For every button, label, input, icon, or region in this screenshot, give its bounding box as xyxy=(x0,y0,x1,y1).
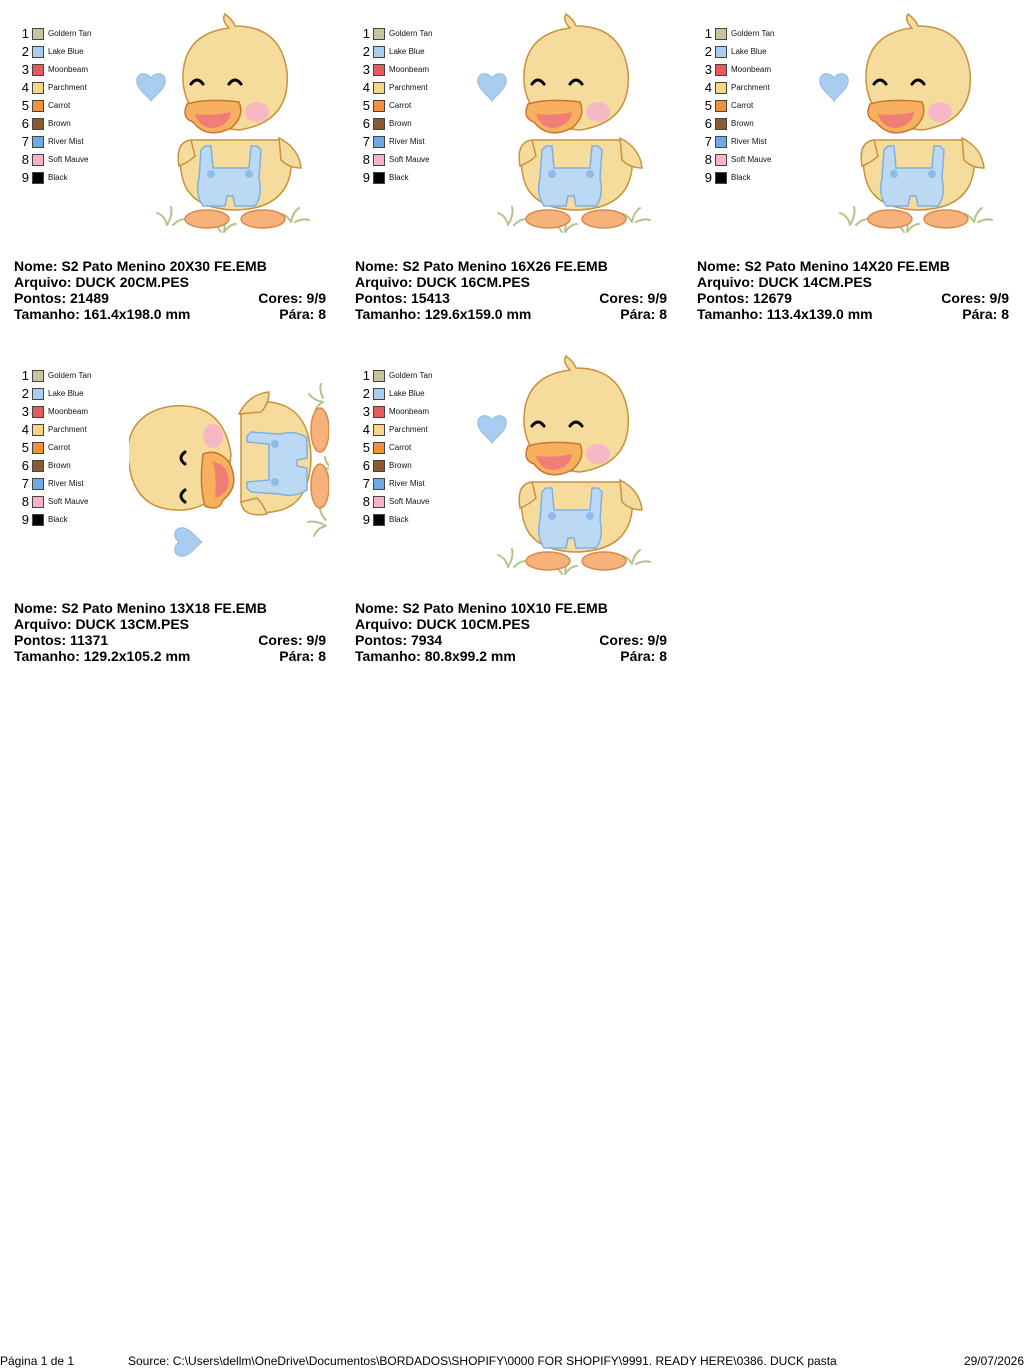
design-stitches: Pontos: 7934 xyxy=(355,632,443,648)
duck-embroidery-preview xyxy=(470,0,670,245)
design-colors: Cores: 9/9 xyxy=(599,290,667,306)
thread-name: Parchment xyxy=(731,83,770,92)
thread-color-row xyxy=(19,152,129,170)
thread-number: 2 xyxy=(21,44,29,59)
design-stitches: Pontos: 12679 xyxy=(697,290,792,306)
design-stitches: Pontos: 11371 xyxy=(14,632,109,648)
design-name: Nome: S2 Pato Menino 14X20 FE.EMB xyxy=(697,258,950,274)
thread-swatch xyxy=(373,496,385,508)
thread-color-row xyxy=(360,134,470,152)
thread-name: Black xyxy=(389,173,409,182)
thread-color-row xyxy=(19,80,129,98)
heart-icon xyxy=(175,528,202,557)
overall-button xyxy=(890,170,898,178)
thread-color-row xyxy=(360,404,470,422)
cheek xyxy=(928,102,952,122)
thread-palette xyxy=(19,26,129,188)
thread-name: Goldern Tan xyxy=(389,371,433,380)
thread-number: 3 xyxy=(21,404,29,419)
design-colors: Cores: 9/9 xyxy=(941,290,1009,306)
thread-swatch xyxy=(373,478,385,490)
thread-palette xyxy=(19,368,129,530)
thread-number: 8 xyxy=(21,152,29,167)
thread-color-row xyxy=(19,116,129,134)
thread-swatch xyxy=(373,424,385,436)
design-info xyxy=(14,600,326,664)
thread-swatch xyxy=(32,100,44,112)
design-card-2 xyxy=(355,0,675,320)
design-file: Arquivo: DUCK 14CM.PES xyxy=(697,274,873,290)
thread-number: 1 xyxy=(21,368,29,383)
thread-number: 1 xyxy=(21,26,29,41)
design-file: Arquivo: DUCK 10CM.PES xyxy=(355,616,531,632)
thread-name: Lake Blue xyxy=(48,47,84,56)
design-card-4 xyxy=(14,342,334,662)
thread-number: 5 xyxy=(21,440,29,455)
thread-color-row xyxy=(360,476,470,494)
thread-number: 5 xyxy=(704,98,712,113)
left-foot xyxy=(868,210,912,228)
thread-name: River Mist xyxy=(389,479,425,488)
thread-color-row xyxy=(19,62,129,80)
thread-color-row xyxy=(702,62,812,80)
thread-number: 8 xyxy=(362,494,370,509)
thread-number: 7 xyxy=(21,134,29,149)
thread-number: 4 xyxy=(21,422,29,437)
overall-button xyxy=(271,440,279,448)
left-foot xyxy=(185,210,229,228)
thread-number: 9 xyxy=(704,170,712,185)
design-size: Tamanho: 161.4x198.0 mm xyxy=(14,306,191,322)
overall-button xyxy=(207,170,215,178)
design-stops: Pára: 8 xyxy=(962,306,1009,322)
right-foot xyxy=(241,210,285,228)
thread-number: 3 xyxy=(362,404,370,419)
thread-name: Carrot xyxy=(48,443,71,452)
thread-name: Moonbeam xyxy=(389,65,430,74)
design-name: Nome: S2 Pato Menino 20X30 FE.EMB xyxy=(14,258,267,274)
thread-color-row xyxy=(360,116,470,134)
thread-swatch xyxy=(32,46,44,58)
thread-color-row xyxy=(360,170,470,188)
thread-name: Goldern Tan xyxy=(389,29,433,38)
thread-name: Goldern Tan xyxy=(48,371,92,380)
thread-swatch xyxy=(32,442,44,454)
right-foot xyxy=(311,408,329,452)
thread-number: 9 xyxy=(21,512,29,527)
thread-name: Parchment xyxy=(389,83,428,92)
thread-number: 1 xyxy=(362,26,370,41)
thread-color-row xyxy=(360,440,470,458)
thread-number: 2 xyxy=(362,386,370,401)
thread-color-row xyxy=(360,458,470,476)
thread-number: 3 xyxy=(704,62,712,77)
thread-swatch xyxy=(32,64,44,76)
design-size: Tamanho: 113.4x139.0 mm xyxy=(697,306,873,322)
thread-swatch xyxy=(715,64,727,76)
design-colors: Cores: 9/9 xyxy=(599,632,667,648)
overall-button xyxy=(245,170,253,178)
thread-number: 6 xyxy=(362,116,370,131)
design-colors: Cores: 9/9 xyxy=(258,290,326,306)
design-card-3 xyxy=(697,0,1017,320)
thread-name: Moonbeam xyxy=(48,407,89,416)
thread-swatch xyxy=(32,424,44,436)
overall-button xyxy=(586,170,594,178)
left-foot xyxy=(311,464,329,508)
thread-color-row xyxy=(19,440,129,458)
thread-swatch xyxy=(373,460,385,472)
thread-swatch xyxy=(715,46,727,58)
right-foot xyxy=(582,552,626,570)
cheek xyxy=(586,444,610,464)
design-size: Tamanho: 129.6x159.0 mm xyxy=(355,306,532,322)
thread-name: Carrot xyxy=(389,101,412,110)
thread-number: 2 xyxy=(704,44,712,59)
thread-number: 9 xyxy=(362,512,370,527)
thread-name: Soft Mauve xyxy=(731,155,772,164)
thread-color-row xyxy=(360,26,470,44)
thread-number: 5 xyxy=(362,98,370,113)
design-name: Nome: S2 Pato Menino 13X18 FE.EMB xyxy=(14,600,267,616)
thread-number: 7 xyxy=(21,476,29,491)
thread-number: 2 xyxy=(21,386,29,401)
thread-name: Goldern Tan xyxy=(48,29,92,38)
right-foot xyxy=(924,210,968,228)
thread-palette xyxy=(360,26,470,188)
thread-name: Lake Blue xyxy=(389,47,425,56)
thread-number: 7 xyxy=(704,134,712,149)
thread-number: 6 xyxy=(21,116,29,131)
thread-number: 4 xyxy=(704,80,712,95)
thread-color-row xyxy=(360,152,470,170)
source-path: Source: C:\Users\dellm\OneDrive\Documentos\BORDADOS\SHOPIFY\0000 FOR SHOPIFY\9991. READY HERE\0386. DUCK pasta xyxy=(128,1354,837,1368)
duck-embroidery-preview xyxy=(470,342,670,587)
thread-color-row xyxy=(19,386,129,404)
thread-swatch xyxy=(373,100,385,112)
thread-number: 9 xyxy=(21,170,29,185)
thread-number: 7 xyxy=(362,134,370,149)
thread-name: River Mist xyxy=(48,479,84,488)
thread-color-row xyxy=(360,494,470,512)
thread-number: 8 xyxy=(704,152,712,167)
thread-color-row xyxy=(19,134,129,152)
thread-name: Soft Mauve xyxy=(389,155,430,164)
thread-swatch xyxy=(373,388,385,400)
thread-color-row xyxy=(360,44,470,62)
thread-swatch xyxy=(32,460,44,472)
design-name: Nome: S2 Pato Menino 10X10 FE.EMB xyxy=(355,600,608,616)
heart-icon xyxy=(478,416,507,443)
thread-number: 5 xyxy=(21,98,29,113)
thread-name: Soft Mauve xyxy=(48,155,89,164)
thread-name: River Mist xyxy=(389,137,425,146)
design-colors: Cores: 9/9 xyxy=(258,632,326,648)
thread-name: Soft Mauve xyxy=(389,497,430,506)
thread-color-row xyxy=(19,512,129,530)
thread-swatch xyxy=(373,370,385,382)
thread-swatch xyxy=(32,514,44,526)
thread-name: River Mist xyxy=(48,137,84,146)
design-stitches: Pontos: 21489 xyxy=(14,290,109,306)
thread-number: 8 xyxy=(362,152,370,167)
overall-button xyxy=(271,478,279,486)
thread-swatch xyxy=(32,388,44,400)
overall-button xyxy=(548,170,556,178)
thread-name: Moonbeam xyxy=(48,65,89,74)
design-card-5 xyxy=(355,342,675,662)
thread-number: 2 xyxy=(362,44,370,59)
thread-color-row xyxy=(19,44,129,62)
thread-color-row xyxy=(19,404,129,422)
thread-swatch xyxy=(715,82,727,94)
thread-color-row xyxy=(702,152,812,170)
thread-swatch xyxy=(32,478,44,490)
heart-icon xyxy=(478,74,507,101)
thread-name: Brown xyxy=(48,119,71,128)
design-card-1 xyxy=(14,0,334,320)
thread-color-row xyxy=(19,422,129,440)
thread-swatch xyxy=(373,514,385,526)
thread-swatch xyxy=(373,118,385,130)
thread-color-row xyxy=(360,80,470,98)
cheek xyxy=(245,102,269,122)
thread-swatch xyxy=(715,154,727,166)
thread-name: Carrot xyxy=(389,443,412,452)
design-info xyxy=(355,600,667,664)
thread-number: 4 xyxy=(21,80,29,95)
thread-swatch xyxy=(373,82,385,94)
thread-name: Black xyxy=(48,173,68,182)
thread-color-row xyxy=(19,26,129,44)
left-foot xyxy=(526,552,570,570)
thread-name: Brown xyxy=(389,461,412,470)
thread-number: 9 xyxy=(362,170,370,185)
thread-name: Carrot xyxy=(731,101,754,110)
thread-number: 1 xyxy=(704,26,712,41)
thread-number: 6 xyxy=(362,458,370,473)
print-date: 29/07/2026 xyxy=(963,1354,1024,1368)
page-footer xyxy=(0,1353,1024,1369)
design-size: Tamanho: 129.2x105.2 mm xyxy=(14,648,191,664)
thread-swatch xyxy=(373,172,385,184)
thread-color-row xyxy=(360,62,470,80)
overall-button xyxy=(548,512,556,520)
thread-swatch xyxy=(373,64,385,76)
thread-name: Brown xyxy=(731,119,754,128)
thread-color-row xyxy=(360,512,470,530)
thread-swatch xyxy=(373,136,385,148)
thread-color-row xyxy=(19,98,129,116)
thread-swatch xyxy=(715,118,727,130)
thread-swatch xyxy=(32,172,44,184)
thread-swatch xyxy=(715,172,727,184)
heart-icon xyxy=(137,74,166,101)
design-info xyxy=(355,258,667,322)
thread-swatch xyxy=(32,136,44,148)
design-stitches: Pontos: 15413 xyxy=(355,290,450,306)
thread-color-row xyxy=(19,170,129,188)
thread-color-row xyxy=(360,98,470,116)
design-file: Arquivo: DUCK 16CM.PES xyxy=(355,274,531,290)
thread-number: 4 xyxy=(362,80,370,95)
thread-number: 4 xyxy=(362,422,370,437)
thread-swatch xyxy=(32,28,44,40)
thread-color-row xyxy=(19,476,129,494)
thread-name: Parchment xyxy=(48,83,87,92)
thread-name: Brown xyxy=(389,119,412,128)
left-foot xyxy=(526,210,570,228)
thread-swatch xyxy=(32,370,44,382)
thread-swatch xyxy=(373,406,385,418)
thread-color-row xyxy=(19,458,129,476)
thread-name: Black xyxy=(389,515,409,524)
thread-color-row xyxy=(19,494,129,512)
design-info xyxy=(697,258,1009,322)
cheek xyxy=(586,102,610,122)
thread-color-row xyxy=(702,44,812,62)
thread-name: Parchment xyxy=(48,425,87,434)
thread-color-row xyxy=(360,386,470,404)
thread-number: 5 xyxy=(362,440,370,455)
thread-number: 6 xyxy=(21,458,29,473)
duck-embroidery-preview xyxy=(812,0,1012,245)
design-stops: Pára: 8 xyxy=(620,648,667,664)
thread-palette xyxy=(702,26,812,188)
duck-embroidery-preview xyxy=(129,342,329,587)
page-number: Página 1 de 1 xyxy=(0,1354,75,1368)
thread-name: Lake Blue xyxy=(731,47,767,56)
thread-color-row xyxy=(360,368,470,386)
thread-name: River Mist xyxy=(731,137,767,146)
design-size: Tamanho: 80.8x99.2 mm xyxy=(355,648,516,664)
cheek xyxy=(203,424,223,448)
duck-embroidery-preview xyxy=(129,0,329,245)
thread-name: Goldern Tan xyxy=(731,29,775,38)
heart-icon xyxy=(820,74,849,101)
thread-number: 8 xyxy=(21,494,29,509)
design-file: Arquivo: DUCK 13CM.PES xyxy=(14,616,190,632)
design-stops: Pára: 8 xyxy=(620,306,667,322)
thread-color-row xyxy=(19,368,129,386)
thread-name: Parchment xyxy=(389,425,428,434)
right-foot xyxy=(582,210,626,228)
thread-swatch xyxy=(715,28,727,40)
thread-color-row xyxy=(702,80,812,98)
thread-swatch xyxy=(715,100,727,112)
thread-swatch xyxy=(373,154,385,166)
thread-swatch xyxy=(373,442,385,454)
overall-button xyxy=(928,170,936,178)
thread-number: 7 xyxy=(362,476,370,491)
thread-palette xyxy=(360,368,470,530)
thread-name: Black xyxy=(731,173,751,182)
thread-name: Brown xyxy=(48,461,71,470)
thread-number: 3 xyxy=(362,62,370,77)
thread-color-row xyxy=(360,422,470,440)
thread-name: Lake Blue xyxy=(389,389,425,398)
thread-swatch xyxy=(32,496,44,508)
thread-swatch xyxy=(715,136,727,148)
design-stops: Pára: 8 xyxy=(279,306,326,322)
thread-name: Lake Blue xyxy=(48,389,84,398)
design-name: Nome: S2 Pato Menino 16X26 FE.EMB xyxy=(355,258,608,274)
thread-swatch xyxy=(32,406,44,418)
thread-name: Black xyxy=(48,515,68,524)
thread-color-row xyxy=(702,26,812,44)
thread-swatch xyxy=(373,46,385,58)
thread-name: Carrot xyxy=(48,101,71,110)
thread-swatch xyxy=(32,82,44,94)
thread-color-row xyxy=(702,134,812,152)
thread-name: Moonbeam xyxy=(389,407,430,416)
thread-number: 3 xyxy=(21,62,29,77)
design-file: Arquivo: DUCK 20CM.PES xyxy=(14,274,190,290)
overall-button xyxy=(586,512,594,520)
design-stops: Pára: 8 xyxy=(279,648,326,664)
thread-number: 1 xyxy=(362,368,370,383)
thread-swatch xyxy=(32,118,44,130)
thread-name: Soft Mauve xyxy=(48,497,89,506)
thread-swatch xyxy=(373,28,385,40)
thread-color-row xyxy=(702,98,812,116)
thread-color-row xyxy=(702,170,812,188)
thread-number: 6 xyxy=(704,116,712,131)
thread-name: Moonbeam xyxy=(731,65,772,74)
thread-color-row xyxy=(702,116,812,134)
thread-swatch xyxy=(32,154,44,166)
design-info xyxy=(14,258,326,322)
